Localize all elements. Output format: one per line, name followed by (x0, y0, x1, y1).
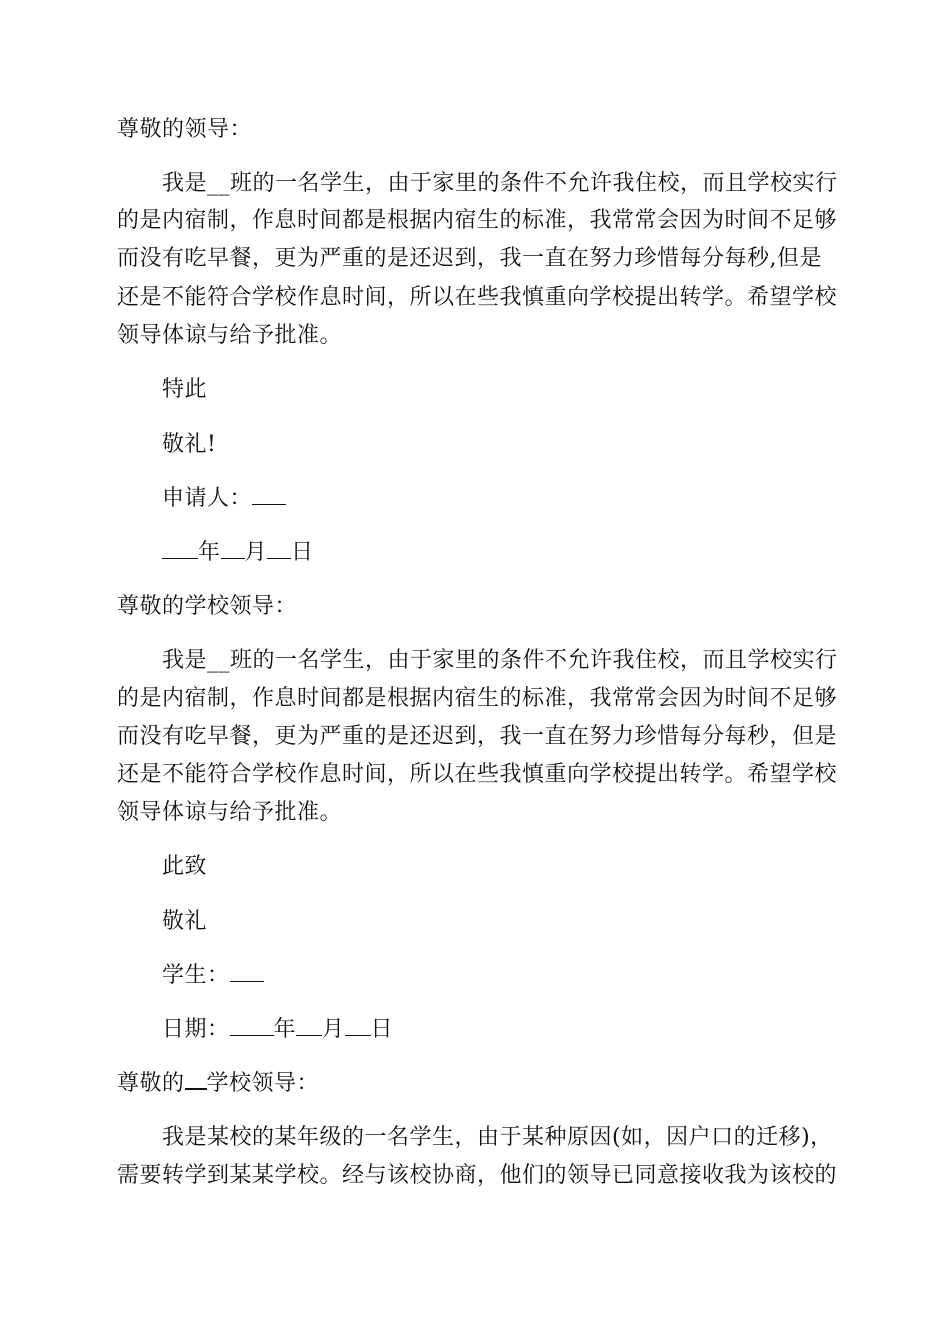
letter2-regards: 敬礼 (162, 909, 208, 934)
letter3-body-line: 需要转学到某某学校。经与该校协商，他们的领导已同意接收我为该校的 (117, 1163, 838, 1188)
letter1-signature-line (162, 483, 286, 515)
letter1-body-line: 领导体谅与给予批准。 (117, 323, 343, 348)
letter1-salutation: 尊敬的领导： (117, 117, 253, 142)
date-day-label: 日 (370, 1017, 394, 1042)
letter1-closing: 特此 (162, 377, 208, 402)
letter1-body-line: 的是内宿制，作息时间都是根据内宿生的标准，我常常会因为时间不足够 (117, 208, 838, 233)
salutation-suffix: 学校领导： (206, 1071, 320, 1096)
letter2-body-line: 而没有吃早餐，更为严重的是还迟到，我一直在努力珍惜每分每秒，但是 (117, 724, 838, 749)
letter2-closing: 此致 (162, 854, 208, 879)
letter3-body-line: 我是某校的某年级的一名学生，由于某种原因(如，因户口的迁移)， (162, 1125, 833, 1150)
day-blank (267, 538, 291, 559)
date-month-label: 月 (244, 540, 268, 565)
salutation-prefix: 尊敬的 (117, 1071, 185, 1096)
date-month-label: 月 (322, 1017, 345, 1042)
letter1-body-line: 我是__班的一名学生，由于家里的条件不允许我住校，而且学校实行 (162, 171, 838, 196)
date-year-label: 年 (198, 540, 221, 565)
letter2-signer-label: 学生： (162, 963, 230, 988)
letter1-regards: 敬礼! (162, 432, 217, 457)
year-blank (162, 538, 198, 559)
signature-blank (230, 961, 264, 982)
month-blank (296, 1015, 322, 1036)
letter1-date-line (162, 537, 314, 569)
letter1-body-line: 而没有吃早餐，更为严重的是还迟到，我一直在努力珍惜每分每秒,但是 (117, 246, 822, 271)
date-day-label: 日 (291, 540, 314, 565)
letter1-signer-label: 申请人： (162, 486, 253, 511)
year-blank (230, 1015, 274, 1036)
letter2-date-line (162, 1014, 393, 1046)
day-blank (345, 1015, 371, 1036)
letter2-body-line: 还是不能符合学校作息时间，所以在些我慎重向学校提出转学。希望学校 (117, 762, 838, 787)
month-blank (221, 538, 245, 559)
letter2-body-line: 的是内宿制，作息时间都是根据内宿生的标准，我常常会因为时间不足够 (117, 686, 838, 711)
letter2-body-line: 领导体谅与给予批准。 (117, 800, 343, 825)
letter2-salutation: 尊敬的学校领导： (117, 594, 298, 619)
signature-blank (252, 484, 286, 505)
letter3-salutation (117, 1068, 319, 1100)
date-year-label: 年 (273, 1017, 297, 1042)
letter1-body-line: 还是不能符合学校作息时间，所以在些我慎重向学校提出转学。希望学校 (117, 285, 838, 310)
date-label: 日期： (162, 1017, 230, 1042)
letter2-signature-line (162, 960, 264, 992)
letter2-body-line: 我是__班的一名学生，由于家里的条件不允许我住校，而且学校实行 (162, 648, 838, 673)
school-name-blank (185, 1068, 207, 1090)
